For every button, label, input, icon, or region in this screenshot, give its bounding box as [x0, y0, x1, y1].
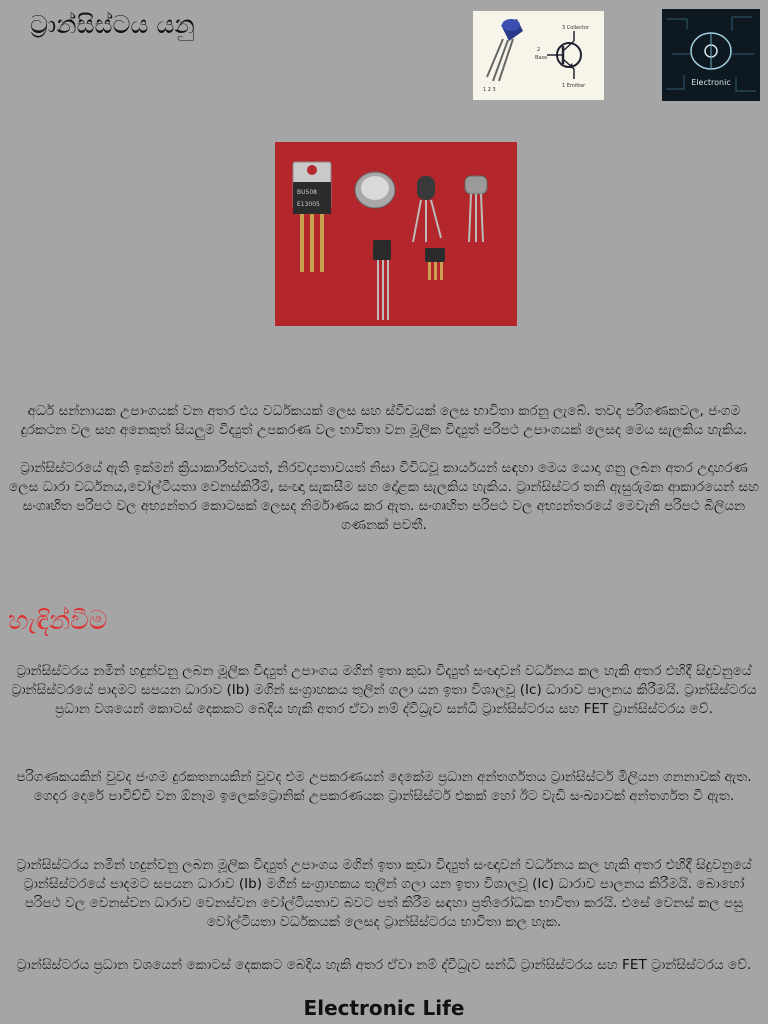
transistor-diagram-image	[473, 11, 604, 100]
electronic-logo-image	[662, 9, 760, 101]
page-title: ට්‍රාන්සිස්ටය යනු	[30, 10, 195, 39]
photo-marking-1: BU508	[297, 189, 317, 196]
section-heading: හැඳින්වීම	[8, 606, 108, 636]
photo-marking-2: E13005	[297, 201, 320, 208]
transistor-package-icon	[483, 19, 523, 93]
section-paragraph-4: ට්‍රාන්සිස්ටරය ප්‍රධාන වශයෙන් කොටස් දෙකකට බෙදිය හැකි අතර ඒවා නම් ද්වීධ්‍රැව සන්ධි ට්‍රාන්සිස්ටරය සහ FET ට්‍රාන්සිස්ටරය වේ.	[16, 957, 752, 973]
intro-paragraph-1: අර්ධ සන්නායක උපාංගයක් වන අතර එය වර්ධකයක් ලෙස සහ ස්විචයක් ලෙස භාවිතා කරනු ලැබේ. තවද පරිගණකවල, ජංගම දුරකථන වල සහ අනෙකුත් සියලුම විද්‍යුත් උපකරණ වල භාවිතා වන මූලික විද්‍යුත් පරිපථ උපාංගයක් ලෙසද මෙය සැලකිය හැකිය.	[20, 403, 748, 438]
diagram-label-base: Base	[535, 55, 548, 61]
transistor-symbol-icon	[547, 31, 581, 79]
transistors-photo	[275, 142, 517, 326]
section-paragraph-2: පරිගණකයකින් වුවද ජංගම දුරකතනයකින් වුවද එම උපකරණයන් දෙකේම ප්‍රධාන අන්තර්ගතය ට්‍රාන්සිස්ටර් මිලියන ගනනාවක් ඇත. ගෙදර දොරේ පාවිච්චි වන ඕනෑම ඉලෙක්ට්‍රොනික් උපකරණයක ට්‍රාන්සිස්ටර් එකක් හෝ ඊට වැඩි සංඛ්‍යාවක් අන්තර්ගත වී ඇත.	[16, 769, 752, 804]
logo-text: Electronic	[691, 78, 731, 87]
section-paragraph-3: ට්‍රාන්සිස්ටරය නමින් හදුන්වනු ලබන මූලික විද්‍යුත් උපාංගය මගින් ඉතා කුඩා විද්‍යුත් සංඥාවන් වර්ධනය කල හැකි අතර එහිදී සිදුවනුයේ ට්‍රාන්සිස්ටරයේ පාදමට සපයන ධාරාව (Ib) මගින් සංග්‍රාහකය තුලින් ගලා යන ඉතා විශාලවූ (Ic) ධාරාව පාලනය කිරීමයි. බොහෝ පරිපථ වල වෙනස්වන ධාරාව වෙනස්වන වෝල්ටීයතාව බවට පත් කිරීම සඳහා ප්‍රතිරෝධක භාවිතා කරයි. එසේ වෙනස් කල පසු වෝල්ටීයතා වර්ධකයක් ලෙසද ට්‍රාන්සිස්ටරය භාවිතා කල හැක.	[16, 857, 752, 930]
section-paragraph-1: ට්‍රාන්සිස්ටරය නමින් හදුන්වනු ලබන මූලික විද්‍යුත් උපාංගය මගින් ඉතා කුඩා විද්‍යුත් සංඥාවන් වර්ධනය කල හැකි අතර එහිදී සිදුවනුයේ ට්‍රාන්සිස්ටරයේ පාදමට සපයන ධාරාව (Ib) මගින් සංග්‍රාහකය තුලින් ගලා යන ඉතා විශාලවූ (Ic) ධාරාව පාලනය කිරීමයි. ට්‍රාන්සිස්ටරය ප්‍රධාන වශයෙන් කොටස් දෙකකට බෙදිය හැකි අතර ඒවා නම් ද්වීධ්‍රැව සන්ධි ට්‍රාන්සිස්ටරය සහ FET ට්‍රාන්සිස්ටරය වේ.	[11, 663, 757, 717]
diagram-label-2: 2	[537, 47, 541, 53]
diagram-label-emitter: 1 Emitter	[562, 83, 586, 89]
metal-can-transistor-icon	[355, 172, 395, 208]
smd-transistor-icon	[425, 248, 445, 280]
diagram-label-collector: 3 Collector	[562, 25, 589, 31]
intro-paragraph-2: ට්‍රාන්සිස්ටරයේ ඇති ඉක්මන් ක්‍රියාකාරිත්වයත්, නිරවද්‍යතාවයත් නිසා විවිධවූ කාර්යයන් සඳහා මෙය යොදා ගනු ලබන අතර උදාහරණ ලෙස ධාරා වර්ධනය,වෝල්ටීයතා වෙනස්කිරීම්, සංඥා සැකසීම සහ දෝළක සැලකිය හැකිය. ට්‍රාන්සිස්ටර තනි ඇසුරුමක ආකාරයෙන් සහ සංගෘහිත පරිපථ වල අභ්‍යන්තර කොටසක් ලෙසද නිර්මාණය කර ඇත. සංගෘහිත පරිපථ වල අභ්‍යන්තරයේ මෙවැනි පරිපථ බිලියන ගණනක් පවතී.	[9, 460, 759, 533]
footer-label: Electronic Life	[303, 996, 465, 1020]
svg-text:1 2 3: 1 2 3	[483, 87, 496, 93]
